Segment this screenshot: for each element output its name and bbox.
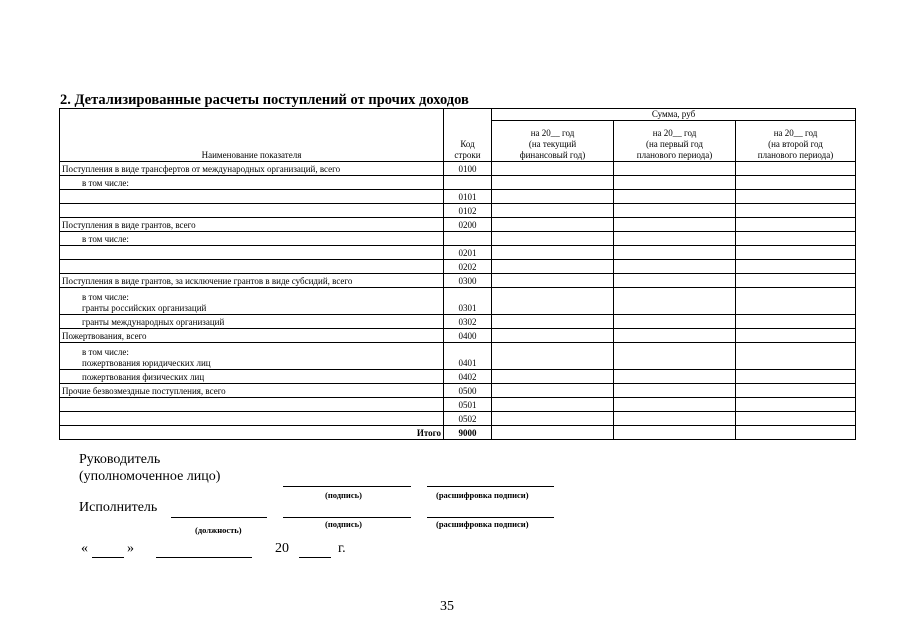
amount-cell [614,343,736,370]
amount-cell [492,412,614,426]
row-name-text: гранты российских организаций [82,303,207,313]
executor-signature-line [283,517,411,518]
header-sum: Сумма, руб [492,109,856,121]
period-first-line3: планового периода) [636,150,713,160]
amount-cell [736,204,856,218]
amount-cell [492,190,614,204]
amount-cell [614,218,736,232]
amount-cell [614,398,736,412]
row-name-text: Поступления в виде трансфертов от международных организаций, всего [62,164,341,174]
amount-cell [614,288,736,315]
amount-cell [614,232,736,246]
amount-cell [492,343,614,370]
executor-position-line [171,517,267,518]
date-year-prefix: 20 [275,541,289,556]
executor-decoding-line [427,517,554,518]
amount-cell [614,412,736,426]
amount-cell [492,288,614,315]
row-code: 0500 [444,384,492,398]
table-row [60,412,856,426]
period-current-line1: на 20__ год [530,128,575,138]
amount-cell [736,315,856,329]
row-code: 0501 [444,398,492,412]
total-code: 9000 [444,426,492,440]
table-row [60,204,856,218]
header-period-first [614,121,736,162]
table-row [60,329,856,343]
head-signature-caption: (подпись) [325,490,362,500]
header-indicator-name: Наименование показателя [60,109,444,162]
table-row [60,190,856,204]
row-code: 0302 [444,315,492,329]
row-name-cell [60,288,444,315]
total-amount-cell [614,426,736,440]
header-period-second [736,121,856,162]
amount-cell [736,343,856,370]
date-year-suffix: г. [338,541,346,556]
amount-cell [736,370,856,384]
total-amount-cell [736,426,856,440]
date-month-line [156,557,252,558]
row-name-text: Прочие безвозмездные поступления, всего [62,386,226,396]
amount-cell [736,162,856,176]
row-name-cell [60,398,444,412]
row-code: 0100 [444,162,492,176]
period-current-line3: финансовый год) [519,150,586,160]
table-row [60,232,856,246]
period-first-line1: на 20__ год [652,128,697,138]
amount-cell [736,384,856,398]
amount-cell [614,384,736,398]
row-name-text: в том числе: [82,178,129,188]
row-code: 0101 [444,190,492,204]
amount-cell [492,176,614,190]
date-year-line [299,557,331,558]
row-name-cell [60,162,444,176]
row-name-cell [60,190,444,204]
row-name-cell [60,315,444,329]
row-name-text: Поступления в виде грантов, за исключение грантов в виде субсидий, всего [62,276,353,286]
amount-cell [614,176,736,190]
amount-cell [614,246,736,260]
executor-signature-caption: (подпись) [325,519,362,529]
row-name-cell [60,260,444,274]
amount-cell [492,204,614,218]
amount-cell [736,190,856,204]
row-name-cell [60,232,444,246]
table-row [60,343,856,370]
authorized-person-label: (уполномоченное лицо) [79,469,221,484]
head-label: Руководитель [79,452,161,467]
amount-cell [614,204,736,218]
amount-cell [736,329,856,343]
row-code: 0200 [444,218,492,232]
row-code: 0400 [444,329,492,343]
header-line-code [444,109,492,162]
amount-cell [614,315,736,329]
row-code: 0402 [444,370,492,384]
period-second-line1: на 20__ год [773,128,818,138]
table-row [60,288,856,315]
row-name-text: в том числе: [82,234,129,244]
period-second-line2: (на второй год [768,139,823,149]
row-name-cell [60,274,444,288]
row-name-cell [60,204,444,218]
period-current-line2: (на текущий [528,139,577,149]
page-number: 35 [440,599,454,614]
row-name-text: Пожертвования, всего [62,331,147,341]
executor-label: Исполнитель [79,500,158,515]
row-name-cell [60,384,444,398]
row-name-cell [60,218,444,232]
amount-cell [492,260,614,274]
table-row [60,176,856,190]
amount-cell [736,274,856,288]
header-code-line2: строки [454,150,481,160]
table-row [60,315,856,329]
amount-cell [736,398,856,412]
amount-cell [492,218,614,232]
row-name-cell [60,412,444,426]
row-name-text: в том числе: [82,347,129,357]
row-code: 0502 [444,412,492,426]
header-period-current [492,121,614,162]
table-row [60,370,856,384]
amount-cell [492,274,614,288]
row-code: 0201 [444,246,492,260]
amount-cell [492,246,614,260]
row-code [444,232,492,246]
date-close-quote: » [127,541,134,556]
period-second-line3: планового периода) [757,150,834,160]
header-code-line1: Код [460,139,475,149]
row-code: 0301 [444,288,492,315]
income-table [59,108,856,440]
row-code: 0202 [444,260,492,274]
row-name-text: пожертвования юридических лиц [82,358,211,368]
period-first-line2: (на первый год [645,139,704,149]
amount-cell [736,246,856,260]
section-title: 2. Детализированные расчеты поступлений от прочих доходов [60,92,469,108]
amount-cell [736,288,856,315]
row-name-text: гранты международных организаций [82,317,225,327]
row-name-text: Поступления в виде грантов, всего [62,220,196,230]
head-signature-line [283,486,411,487]
row-name-text: пожертвования физических лиц [82,372,205,382]
amount-cell [614,370,736,384]
row-name-cell [60,329,444,343]
table-row [60,218,856,232]
row-code: 0300 [444,274,492,288]
amount-cell [614,260,736,274]
amount-cell [614,190,736,204]
amount-cell [614,162,736,176]
amount-cell [614,274,736,288]
date-open-quote: « [81,541,88,556]
executor-decoding-caption: (расшифровка подписи) [436,519,529,529]
total-label: Итого [60,426,444,440]
head-decoding-caption: (расшифровка подписи) [436,490,529,500]
table-row [60,398,856,412]
row-name-cell [60,176,444,190]
row-name-cell [60,246,444,260]
table-row [60,246,856,260]
amount-cell [736,232,856,246]
amount-cell [736,412,856,426]
amount-cell [492,315,614,329]
amount-cell [492,384,614,398]
amount-cell [492,398,614,412]
table-row [60,384,856,398]
table-row [60,162,856,176]
amount-cell [736,260,856,274]
row-code: 0401 [444,343,492,370]
amount-cell [614,329,736,343]
table-row [60,274,856,288]
amount-cell [492,370,614,384]
head-decoding-line [427,486,554,487]
date-day-line [92,557,124,558]
row-code: 0102 [444,204,492,218]
table-row [60,260,856,274]
row-code [444,176,492,190]
row-name-cell [60,343,444,370]
amount-cell [492,232,614,246]
executor-position-caption: (должность) [195,525,242,535]
row-name-cell [60,370,444,384]
amount-cell [492,162,614,176]
amount-cell [736,176,856,190]
total-row [60,426,856,440]
row-name-text: в том числе: [82,292,129,302]
amount-cell [736,218,856,232]
total-amount-cell [492,426,614,440]
amount-cell [492,329,614,343]
